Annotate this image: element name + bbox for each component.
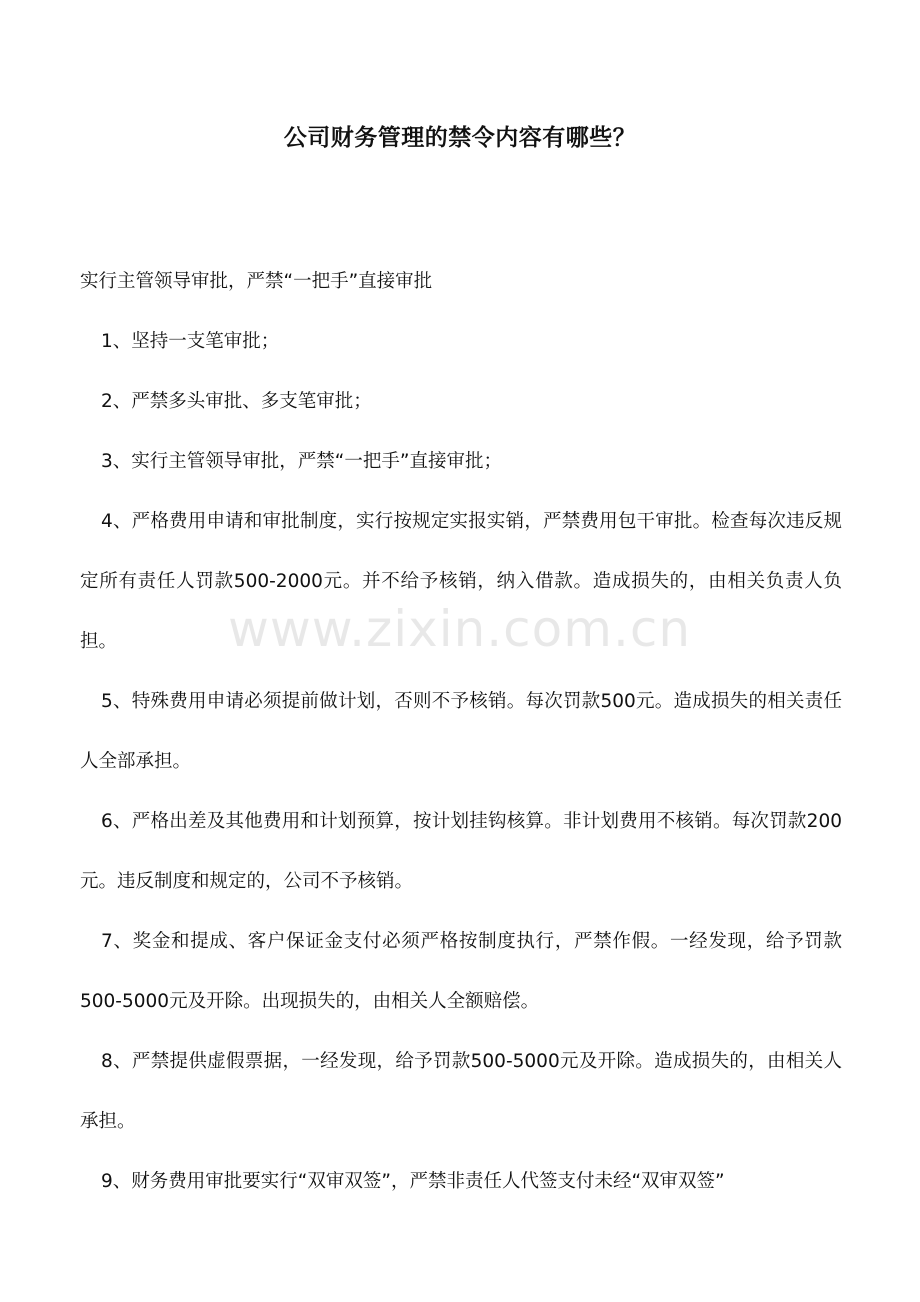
list-item-8: 8、严禁提供虚假票据，一经发现，给予罚款500-5000元及开除。造成损失的，由相关人承担。 (80, 1051, 842, 1132)
page-title: 公司财务管理的禁令内容有哪些？ (283, 125, 637, 151)
list-item-1: 1、坚持一支笔审批； (101, 331, 280, 352)
list-item-6: 6、严格出差及其他费用和计划预算，按计划挂钩核算。非计划费用不核销。每次罚款200元。违反制度和规定的，公司不予核销。 (80, 811, 842, 892)
list-item-7: 7、奖金和提成、客户保证金支付必须严格按制度执行，严禁作假。一经发现，给予罚款500-5000元及开除。出现损失的，由相关人全额赔偿。 (80, 931, 842, 1012)
list-item-2: 2、严禁多头审批、多支笔审批； (101, 391, 372, 412)
list-item-9: 9、财务费用审批要实行“双审双签”，严禁非责任人代签支付未经“双审双签” (101, 1171, 725, 1192)
list-item-4: 4、严格费用申请和审批制度，实行按规定实报实销，严禁费用包干审批。检查每次违反规定所有责任人罚款500-2000元。并不给予核销，纳入借款。造成损失的，由相关负责人负担。 (80, 511, 842, 652)
watermark: www.zixin.com.cn (228, 600, 692, 658)
intro-paragraph: 实行主管领导审批，严禁“一把手”直接审批 (80, 271, 433, 292)
list-item-5: 5、特殊费用申请必须提前做计划，否则不予核销。每次罚款500元。造成损失的相关责任人全部承担。 (80, 691, 842, 772)
list-item-3: 3、实行主管领导审批，严禁“一把手”直接审批； (101, 451, 502, 472)
document-body (80, 252, 842, 1212)
